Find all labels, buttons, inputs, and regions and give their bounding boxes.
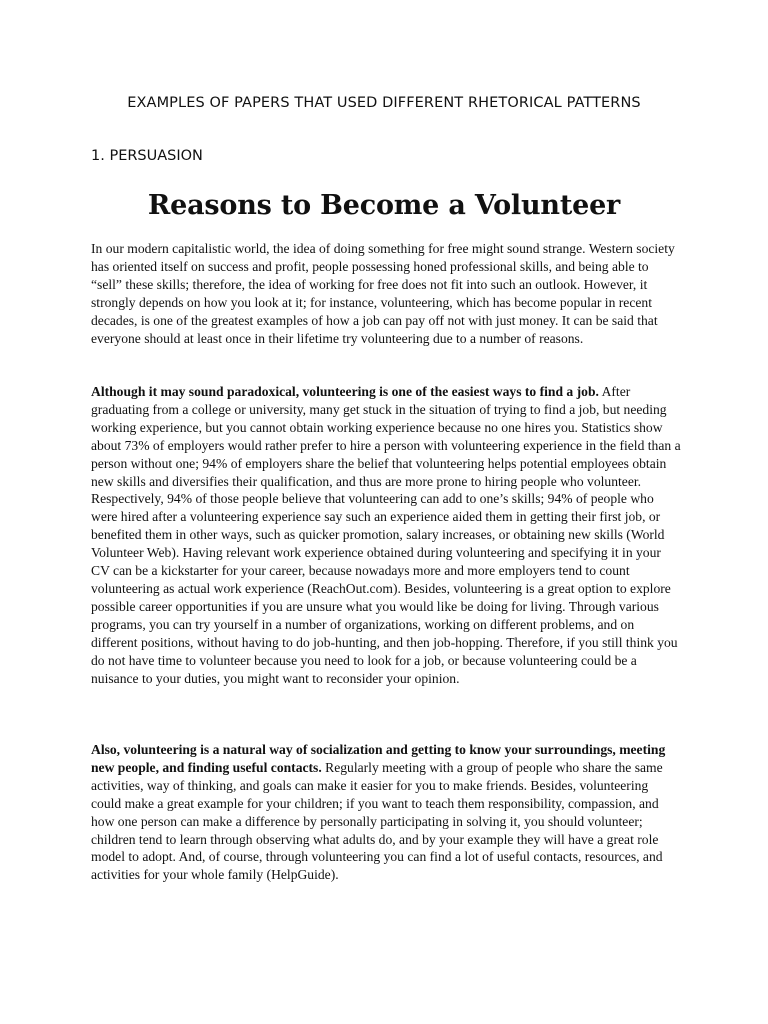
paragraph-body: Regularly meeting with a group of people who share the same activities, way of thinking, and goals can make it easier for you to make friends. Besides, volunteering could make a great example for your children; if you want to teach them responsibility, compassion, and how one person can make a difference by personally participating in solving it, you should volunteer; children tend to learn through observing what adults do, and by your example they will have a great role model to adopt. And, of course, through volunteering you can find a lot of useful contacts, resources, and activities for your whole family (HelpGuide).	[91, 759, 663, 883]
essay-title: Reasons to Become a Volunteer	[147, 190, 621, 221]
paragraph-lead: Also, volunteering is a natural way of socialization and getting to know your surroundings, meeting new people, and finding useful contacts.	[91, 742, 666, 775]
section-label: 1. PERSUASION	[91, 148, 203, 164]
paragraph-lead: Although it may sound paradoxical, volunteering is one of the easiest ways to find a job.	[91, 384, 599, 399]
document-heading: EXAMPLES OF PAPERS THAT USED DIFFERENT RHETORICAL PATTERNS	[127, 95, 641, 111]
paragraph-body: After graduating from a college or university, many get stuck in the situation of trying to find a job, but needing working experience, but you cannot obtain working experience because no one hires you. Statistics show about 73% of employers would rather prefer to hire a person with volunteering experience in the field than a person without one; 94% of employers share the belief that volunteering helps potential employees obtain new skills and diversifies their qualification, and thus are more prone to hiring people who volunteer. Respectively, 94% of those people believe that volunteering can add to one’s skills; 94% of people who were hired after a volunteering experience say such an experience aided them in getting their first job, or benefited them in other ways, such as quicker promotion, salary increases, or obtaining new skills (World Volunteer Web). Having relevant work experience obtained during volunteering and specifying it in your CV can be a kickstarter for your career, because nowadays more and more employers tend to count volunteering as actual work experience (ReachOut.com). Besides, volunteering is a great option to explore possible career opportunities if you are unsure what you would like be doing for living. Through various programs, you can try yourself in a number of organizations, working on different problems, and on different positions, without having to do job-hunting, and then job-hopping. Therefore, if you still think you do not have time to volunteer because you need to look for a job, or because volunteering could be a nuisance to your duties, you might want to reconsider your opinion.	[91, 384, 681, 686]
paragraph-job	[91, 383, 681, 687]
paragraph-intro	[91, 240, 681, 347]
paragraph-socialization	[91, 741, 681, 884]
paragraph-body: In our modern capitalistic world, the idea of doing something for free might sound strange. Western society has oriented itself on success and profit, people possessing honed professional skills, and being able to “sell” these skills; therefore, the idea of working for free does not fit into such an outlook. However, it strongly depends on how you look at it; for instance, volunteering, which has become popular in recent decades, is one of the greatest examples of how a job can pay off not with just money. It can be said that everyone should at least once in their lifetime try volunteering due to a number of reasons.	[91, 241, 675, 346]
